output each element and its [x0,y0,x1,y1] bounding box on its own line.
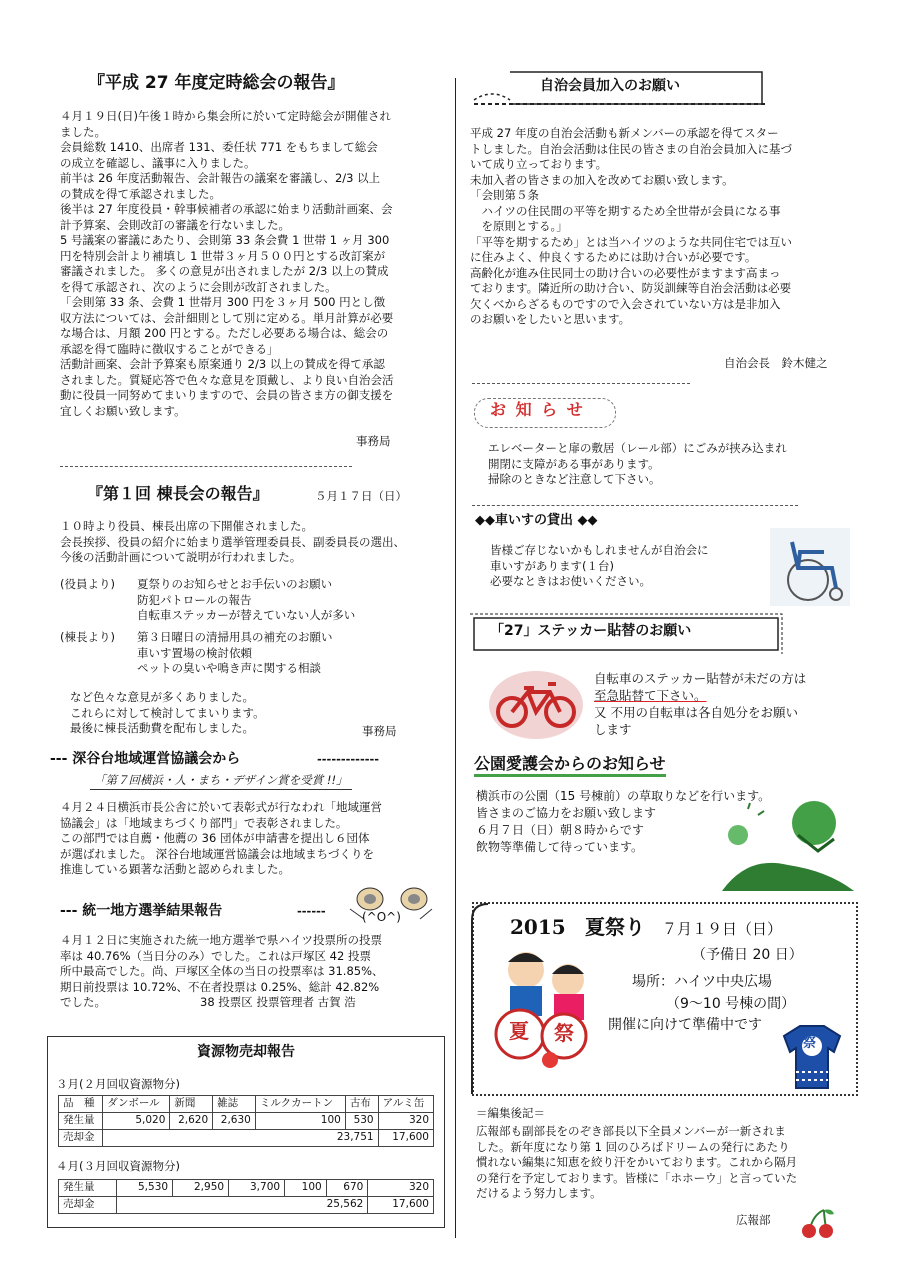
meeting-line: の賛成を得て承認されました。 [60,186,221,201]
table-cell: 発生量 [59,1113,103,1130]
award-banner: 「第７回横浜・人・まち・デザイン賞を受賞 !!」 [90,773,352,790]
fukaya-line: この部門では自薦・他薦の 36 団体が申請書を提出し６団体 [60,831,370,845]
divider [472,505,798,506]
closing-line: 最後に棟長活動費を配布しました。 [70,721,254,735]
park-title: 公園愛護会からのお知らせ [474,756,666,777]
meeting-line: 会員総数 1410、出席者 131、委任状 771 をもちまして総会 [60,140,378,154]
wheelchair-line: 車いすがあります(１台) [490,558,614,573]
festival-prep: 開催に向けて準備中です [608,1017,762,1033]
table-cell: 320 [368,1180,434,1197]
block-meeting-title: 『第１回 棟長会の報告』 [87,484,269,503]
festival-reserve: （予備日 20 日） [692,947,803,963]
join-line: ハイツの住民間の平等を期するため全世帯が会員になる事 [470,203,781,218]
join-line: トしました。自治会活動は住民の皆さまの自治会員加入に基づ [470,141,792,156]
meeting-line: ました。 [60,124,106,139]
meeting-line: ４月１９日(日)午後１時から集会所に於いて定時総会が開催され [60,109,391,123]
festival-year: 2015 [510,915,566,939]
meeting-line: 活動計画案、会計予算案も原案通り 2/3 以上の賛成を得て承認 [60,357,385,371]
block-meeting-line: 今後の活動計画について説明が行われました。 [60,550,302,564]
leaders-item: 第３日曜日の清掃用具の補充のお願い [137,630,333,644]
sticker-line: します [594,722,632,737]
fukaya-trail: ------------- [317,752,380,766]
join-line: ております。隣近所の助け合い、防災訓練等自治会活動は必要 [470,281,792,295]
block-meeting-signature: 事務局 [362,724,397,738]
join-body [470,126,792,328]
notice-body [488,441,787,488]
table-cell: 320 [378,1113,433,1130]
notice-line: 掃除のときなど注意して下さい。 [488,472,661,486]
recycle-table-2 [58,1179,434,1214]
meeting-line: の成立を確認し、議事に入りました。 [60,155,256,170]
officers-list [137,577,355,624]
fukaya-body [60,800,382,878]
table-cell: ダンボール [103,1096,170,1113]
meeting-line: 後半は 27 年度役員・幹事候補者の承認に始まり活動計画案、会 [60,202,393,216]
table-cell: 100 [285,1180,327,1197]
join-line: 「平等を期するため」とは当ハイツのような共同住宅では互い [470,234,792,249]
block-meeting-date: ５月１７日（日） [315,489,407,503]
join-title: 自治会員加入のお願い [540,78,680,94]
table-cell: 2,620 [170,1113,213,1130]
table-cell: 発生量 [59,1180,117,1197]
table-cell: 2,630 [213,1113,256,1130]
officers-label: (役員より) [60,577,115,591]
election-line: 率は 40.76%（当日分のみ）でした。これは戸塚区 42 投票 [60,948,371,963]
meeting-line: 宜しくお願い致します。 [60,403,186,418]
sales-aluminum: 17,600 [368,1197,434,1214]
meeting-line: 計予算案、会則改訂の審議を行ないました。 [60,217,290,232]
fukaya-line: 推進している顕著な活動と認められました。 [60,862,290,876]
join-line: を原則とする。」 [470,219,568,233]
meeting-title: 『平成 27 年度定時総会の報告』 [88,73,345,93]
election-signature: 38 投票区 投票管理者 古賀 浩 [200,995,356,1009]
period2-label: ４月(３月回収資源物分) [56,1159,180,1173]
election-line: ４月１２日に実施された統一地方選挙で県ハイツ投票所の投票 [60,933,382,947]
join-line: 平成 27 年度の自治会活動も新メンバーの承認を得てスター [470,126,779,140]
table-cell: 5,020 [103,1113,170,1130]
park-line: 横浜市の公園（15 号棟前）の草取りなどを行います。 [476,789,771,803]
table-cell: 670 [326,1180,368,1197]
meeting-line: 承認を得て臨時に徴収することができる」 [60,341,279,356]
wheelchair-icon [770,528,850,606]
join-line: 欠くべからざるものですので入会されていない方は是非加入 [470,296,781,311]
table-cell: 2,950 [173,1180,229,1197]
sticker-line: 至急貼替て下さい。 [594,688,707,703]
divider [472,383,690,384]
editor-line: だけるよう努力します。 [476,1186,602,1200]
election-line: でした。 [60,995,106,1009]
table-row [59,1130,434,1147]
meeting-line: な場合は、月額 200 円とする。ただし必要ある場合は、総会の [60,326,389,340]
leaders-item: 車いす置場の検討依頼 [137,645,252,660]
sales-aluminum: 17,600 [378,1130,433,1147]
table-cell: 雑誌 [213,1096,256,1113]
festival-place: 場所：ハイツ中央広場 [632,974,772,990]
row-label: 売却金 [59,1130,103,1147]
leaders-label: (棟長より) [60,630,115,644]
table-cell: 新聞 [170,1096,213,1113]
meeting-line: 5 号議案の審議にあたり、会則第 33 条会費 1 世帯 1 ヶ月 300 [60,233,390,247]
meeting-line: 円を特別会計より補填し 1 世帯３ヶ月５００円とする改訂案が [60,248,386,263]
leaders-item: ペットの臭いや鳴き声に関する相談 [137,661,321,675]
block-meeting-line: １０時より役員、棟長出席の下開催されました。 [60,519,313,533]
bicycle-icon [488,670,584,740]
happi-text: 祭 [803,1036,817,1051]
recycle-box [47,1036,445,1228]
table-cell: ミルクカートン [255,1096,345,1113]
fan-text-1: 夏 [509,1019,529,1043]
wheelchair-line: 必要なときはお使いください。 [490,574,651,588]
recycle-table-1 [58,1095,434,1147]
fukaya-title: --- 深谷台地域運営協議会から [50,751,241,767]
meeting-line: 収方法については、会計細則として別に定める。単月計算が必要 [60,310,394,325]
table-row [59,1180,434,1197]
election-line: 所中最高でした。尚、戸塚区全体の当日の投票率は 31.85%、 [60,964,384,978]
meeting-signature: 事務局 [356,434,391,448]
join-line: 高齢化が進み住民同士の助け合いの必要性がますます高まっ [470,265,781,280]
join-line: に住みよく、仲良くするためには助け合いが必要です。 [470,250,757,264]
block-meeting-body [60,519,405,566]
join-line: いて成り立っております。 [470,157,608,171]
block-meeting-line: 会長挨拶、役員の紹介に始まり選挙管理委員長、副委員長の選出、 [60,534,405,549]
meeting-line: 「会則第 33 条、会費 1 世帯月 300 円を３ヶ月 500 円とし徴 [60,295,386,309]
sticker-line: 又 不用の自転車は各自処分をお願い [594,705,798,720]
election-trail: ------ [297,904,326,918]
table-cell: 3,700 [229,1180,285,1197]
editor-line: した。新年度になり第 1 回のひろばドリームの発行にあたり [476,1139,790,1154]
editor-line: 慣れない編集に知恵を絞り汗をかいております。これから隔月 [476,1155,798,1169]
sticker-line: 自転車のステッカー貼替が未だの方は [594,671,807,686]
table-cell: 530 [345,1113,378,1130]
election-line: 期日前投票は 10.72%、不在者投票は 0.25%、総計 42.82% [60,979,380,994]
editor-line: の発行を予定しております。皆様に「ホホーウ」と言っていた [476,1170,798,1185]
editor-line: 広報部も副部長をのぞき部長以下全員メンバーが一新されま [476,1124,786,1138]
row-label: 売却金 [59,1197,117,1214]
wheelchair-body [490,543,709,590]
notice-title: お 知 ら せ [490,400,585,419]
fukaya-line: が選ばれました。 深谷台地域運営協議会は地域まちづくりを [60,846,375,861]
column-divider [455,78,456,1238]
festival-place2: （9～10 号棟の間） [666,996,796,1012]
notice-line: エレベーターと扉の敷居（レール部）にごみが挟み込まれ [488,441,787,455]
park-illustration-icon [718,795,858,895]
meeting-line: 動に役員一同努めてまいりますので、会員の皆さま方の御支援を [60,388,394,402]
meeting-line: されました。質疑応答で色々な意見を頂戴し、より良い自治会活 [60,372,394,387]
sticker-body [594,670,806,738]
table-header-row [59,1096,434,1113]
meeting-line: を得て承認され、次のように会則が改訂されました。 [60,279,337,294]
editor-body [476,1124,797,1202]
table-cell: 古布 [345,1096,378,1113]
officers-item: 自転車ステッカーが替えていない人が多い [137,608,356,622]
join-line: のお願いをしたいと思います。 [470,312,631,326]
table-cell: 5,530 [117,1180,173,1197]
officers-item: 夏祭りのお知らせとお手伝いのお願い [137,577,333,591]
meeting-line: 前半は 26 年度活動報告、会計報告の議案を審議し、2/3 以上 [60,171,381,185]
officers-item: 防犯パトロールの報告 [137,592,252,607]
happi-coat-icon [780,1022,844,1092]
recycle-title: 資源物売却報告 [197,1044,295,1060]
join-line: 「会則第５条 [470,188,539,202]
park-line: ６月７日（日）朝８時からです [476,823,644,837]
divider [60,466,352,467]
editor-title: ＝編集後記＝ [476,1106,545,1120]
park-line: 飲物等準備して待っています。 [476,840,644,854]
sales-total: 23,751 [103,1130,378,1147]
election-title: --- 統一地方選挙結果報告 [60,903,223,919]
park-line: 皆さまのご協力をお願い致します [476,806,657,820]
join-line: 未加入者の皆さまの加入を改めてお願い致します。 [470,172,734,187]
table-cell: アルミ缶 [378,1096,433,1113]
festival-name: 夏祭り [585,915,645,939]
join-signature: 自治会長 鈴木健之 [724,356,828,370]
meeting-line: 審議されました。 多くの意見が出されましたが 2/3 以上の賛成 [60,264,389,278]
fukaya-line: ４月２４日横浜市長公舎に於いて表彰式が行なわれ「地域運営 [60,800,382,814]
table-cell: 品 種 [59,1096,103,1113]
editor-signature: 広報部 [736,1213,771,1227]
leaders-list [137,630,333,677]
period1-label: ３月(２月回収資源物分) [56,1077,180,1091]
table-row [59,1113,434,1130]
table-row [59,1197,434,1214]
sticker-title: 「27」ステッカー貼替のお願い [490,623,692,639]
table-cell: 100 [255,1113,345,1130]
meeting-body [60,109,394,419]
block-meeting-closing [70,690,265,737]
festival-date: ７月１９日（日） [662,920,783,938]
wheelchair-title: ◆◆車いすの貸出 ◆◆ [475,513,598,528]
sales-total: 25,562 [117,1197,368,1214]
fukaya-line: 協議会」は「地域まちづくり部門」で表彰されました。 [60,815,348,830]
closing-line: これらに対して検討してまいります。 [70,705,265,720]
wheelchair-line: 皆様ご存じないかもしれませんが自治会に [490,543,709,557]
closing-line: など色々な意見が多くありました。 [70,690,254,704]
festival-kids-icon [488,940,608,1070]
notice-line: 開閉に支障がある事があります。 [488,456,660,471]
fan-text-2: 祭 [554,1021,574,1045]
cherry-icon [798,1208,838,1240]
face-text: (^O^) [362,910,401,924]
